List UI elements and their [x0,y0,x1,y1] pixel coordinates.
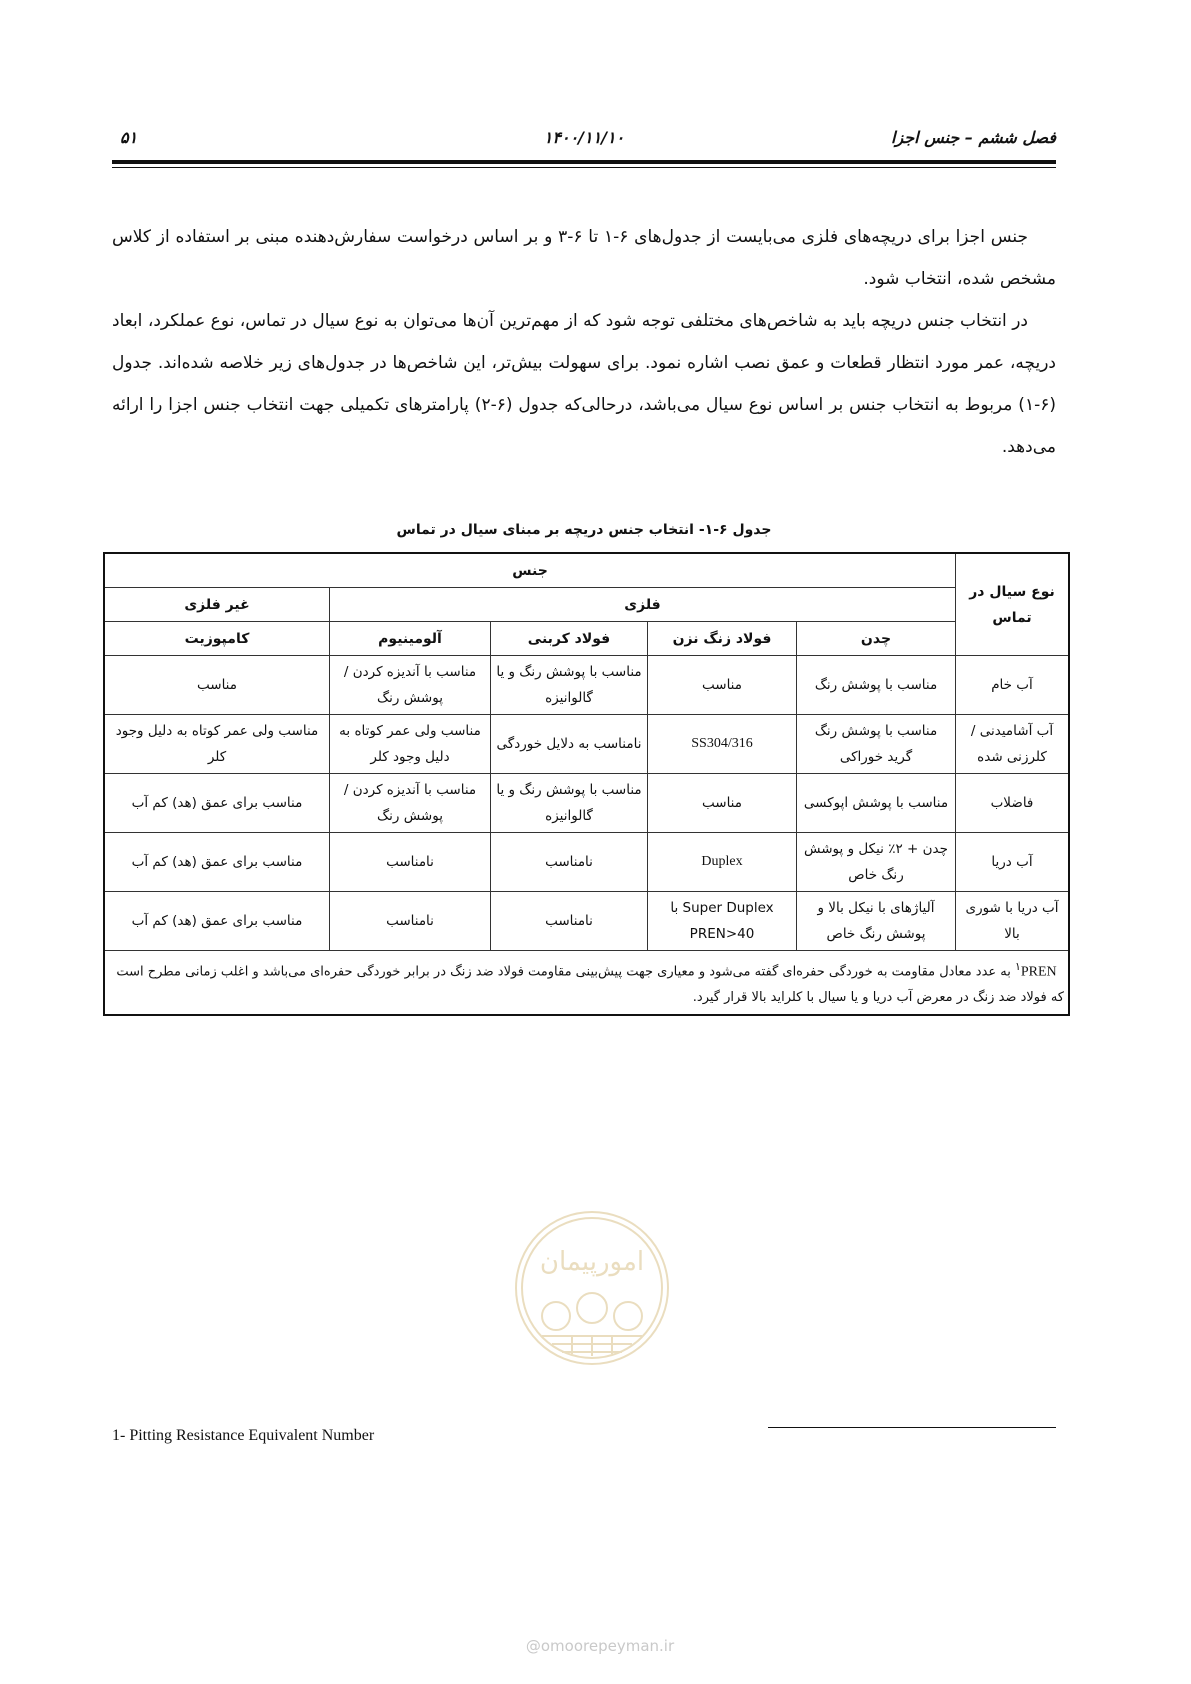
table-cell: مناسب با پوشش رنگ و یا گالوانیزه [491,656,648,715]
table-cell: SS304/316 [648,715,797,774]
table-cell: مناسب با آندیزه کردن / پوشش رنگ [330,656,491,715]
table-cell: آلیاژهای با نیکل بالا و پوشش رنگ خاص [797,892,956,951]
column-header: فولاد زنگ نزن [648,622,797,656]
chapter-title: فصل ششم – جنس اجزا [891,128,1056,147]
column-header: آلومینیوم [330,622,491,656]
table-cell: نامناسب [491,892,648,951]
table-cell: مناسب با پوشش رنگ گرید خوراکی [797,715,956,774]
table-row [104,656,1069,715]
table-note [104,951,1069,1016]
watermark-logo-text: امورپیمان [539,1247,645,1277]
header-material: جنس [104,553,956,588]
table-row [104,774,1069,833]
table-cell: مناسب ولی عمر کوتاه به دلیل وجود کلر [330,715,491,774]
table-cell: مناسب با پوشش رنگ [797,656,956,715]
page-header [112,128,1056,158]
table-cell: مناسب برای عمق (هد) کم آب [104,774,330,833]
paragraph: در انتخاب جنس دریچه باید به شاخص‌های مختلفی توجه شود که از مهم‌ترین آن‌ها می‌توان به نوع سیال در تماس، نوع عملکرد، ابعاد دریچه، عمر مورد انتظار قطعات و عمق نصب اشاره نمود. برای سهولت بیش‌تر، این شاخص‌ها در جدول‌های زیر خلاصه شده‌اند. جدول (۶-۱) مربوط به انتخاب جنس بر اساس نوع سیال می‌باشد، درحالی‌که جدول (۶-۲) پارامترهای تکمیلی جهت انتخاب جنس اجزا را ارائه می‌دهد. [112,311,1056,457]
header-metallic: فلزی [330,588,956,622]
table-cell: Super Duplex با PREN>40 [648,892,797,951]
watermark-logo-icon [512,1208,672,1368]
table-cell: نامناسب [330,833,491,892]
header-fluid: نوع سیال در تماس [956,553,1070,656]
table-cell: مناسب با پوشش اپوکسی [797,774,956,833]
note-text: به عدد معادل مقاومت به خوردگی حفره‌ای گفته می‌شود و معیاری جهت پیش‌بینی مقاومت فولاد ضد زنگ در برابر خوردگی حفره‌ای می‌باشد و اغلب زمانی مطرح است که فولاد ضد زنگ در معرض آب دریا و یا سیال با کلراید بالا قرار گیرد. [116,964,1064,1006]
table-cell: مناسب برای عمق (هد) کم آب [104,892,330,951]
table-cell: مناسب با آندیزه کردن / پوشش رنگ [330,774,491,833]
table-cell: نامناسب [491,833,648,892]
table-row [104,715,1069,774]
material-selection-table [103,552,1070,1016]
table-header-row [104,588,1069,622]
header-rule-thin [112,167,1056,168]
header-rule-thick [112,160,1056,164]
fluid-cell: آب دریا [956,833,1070,892]
table-header-row [104,622,1069,656]
fluid-cell: آب دریا با شوری بالا [956,892,1070,951]
table-cell: نامناسب [330,892,491,951]
footnote: 1- Pitting Resistance Equivalent Number [112,1427,375,1444]
fluid-cell: آب خام [956,656,1070,715]
table-row [104,892,1069,951]
table-row [104,833,1069,892]
header-date: ۱۴۰۰/۱۱/۱۰ [543,128,625,147]
table-header-row [104,553,1069,588]
column-header: چدن [797,622,956,656]
watermark-url: @omoorepeyman.ir [525,1637,675,1655]
table-cell: مناسب با پوشش رنگ و یا گالوانیزه [491,774,648,833]
table-cell: مناسب [648,656,797,715]
table-cell: مناسب [104,656,330,715]
table-cell: مناسب [648,774,797,833]
header-nonmetallic: غیر فلزی [104,588,330,622]
table-caption: جدول ۶-۱- انتخاب جنس دریچه بر مبنای سیال در تماس [396,522,772,538]
column-header: کامپوزیت [104,622,330,656]
footnote-rule [768,1427,1056,1428]
fluid-cell: آب آشامیدنی / کلرزنی شده [956,715,1070,774]
table-cell: Duplex [648,833,797,892]
page-number: ۵۱ [120,128,138,147]
table-cell: مناسب ولی عمر کوتاه به دلیل وجود کلر [104,715,330,774]
table-cell: چدن + ۲٪ نیکل و پوشش رنگ خاص [797,833,956,892]
fluid-cell: فاضلاب [956,774,1070,833]
column-header: فولاد کربنی [491,622,648,656]
paragraph: جنس اجزا برای دریچه‌های فلزی می‌بایست از جدول‌های ۶-۱ تا ۶-۳ و بر اساس درخواست سفارش‌دهنده مبنی بر استفاده از کلاس مشخص شده، انتخاب شود. [112,227,1056,289]
note-term: PREN [1020,964,1057,980]
body-text [112,216,1056,468]
table-cell: نامناسب به دلایل خوردگی [491,715,648,774]
table-note-row [104,951,1069,1016]
table-cell: مناسب برای عمق (هد) کم آب [104,833,330,892]
footnote-marker: ۱ [1015,960,1021,973]
